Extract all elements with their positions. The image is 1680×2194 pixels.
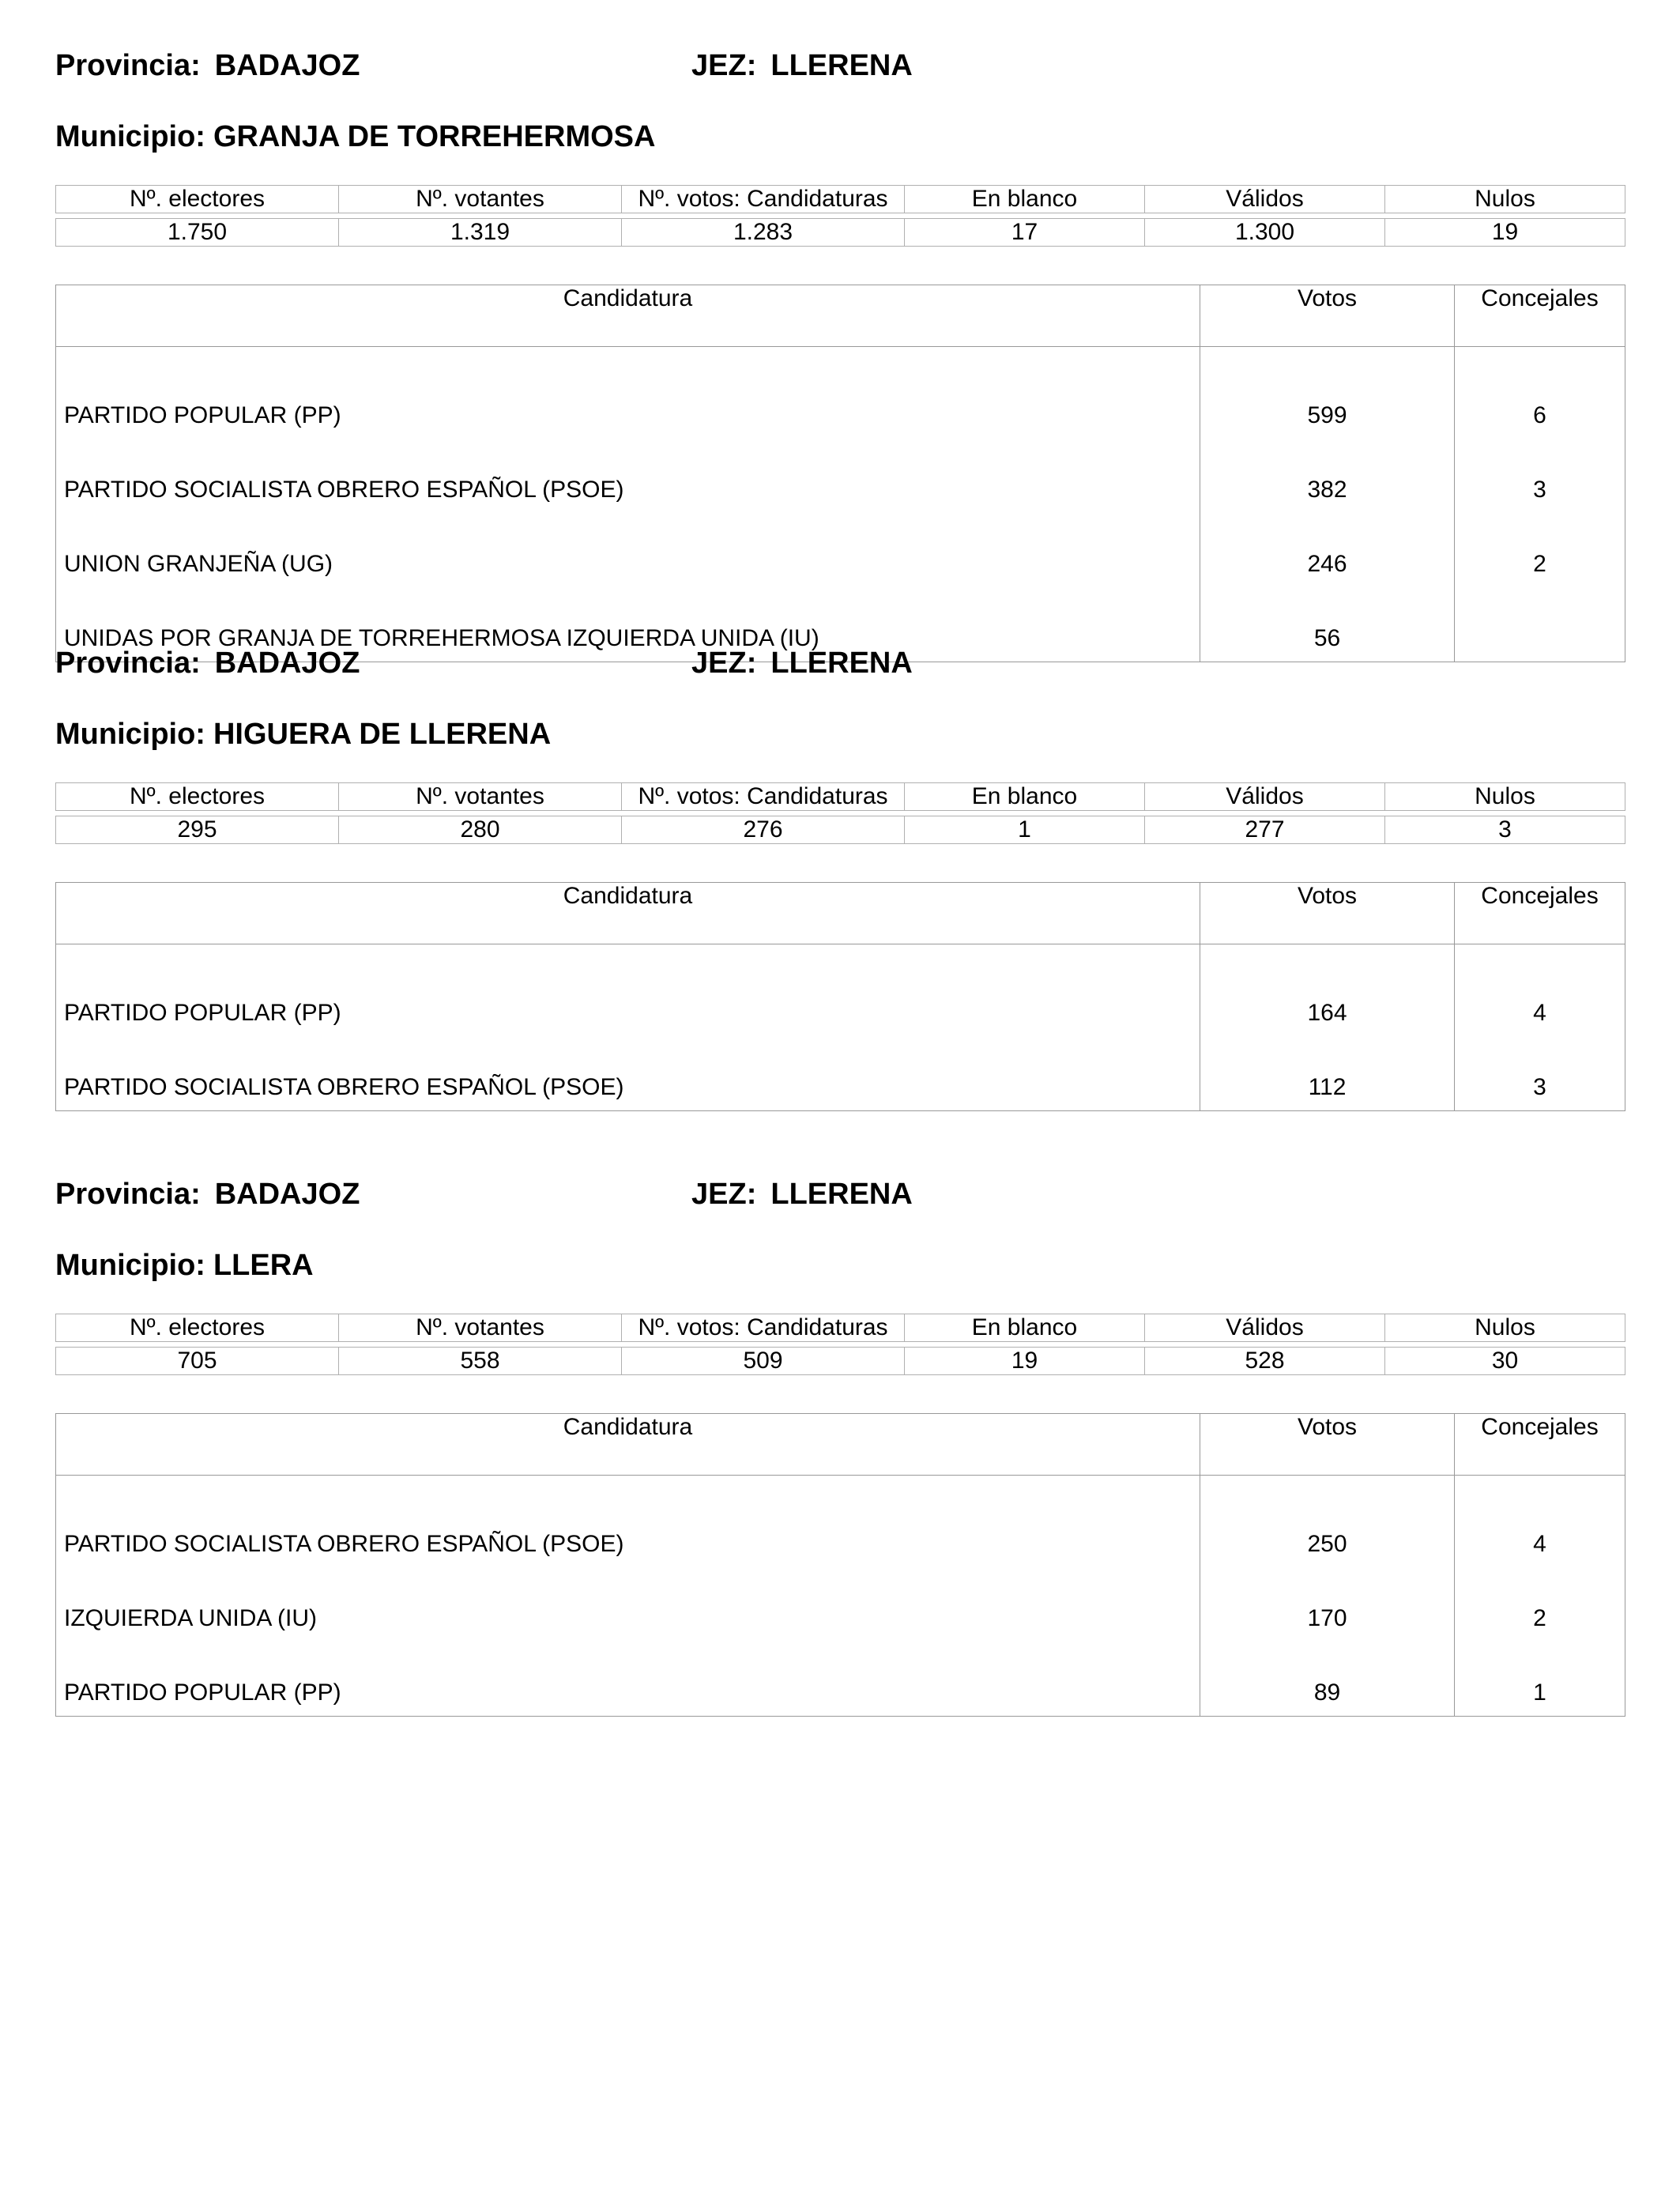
stats-header-nulos: Nulos: [1385, 783, 1625, 811]
stats-votantes: 558: [339, 1348, 622, 1375]
stats-votos-candidaturas: 509: [622, 1348, 905, 1375]
stats-header-en-blanco: En blanco: [905, 1314, 1145, 1342]
stats-header-votantes: Nº. votantes: [339, 1314, 622, 1342]
stats-header-votos-candidaturas: Nº. votos: Candidaturas: [622, 783, 905, 811]
stats-en-blanco: 1: [905, 816, 1145, 844]
municipio-section-higuera: [55, 647, 1625, 1100]
table-row: [56, 1476, 1625, 1568]
stats-table: [55, 1314, 1625, 1375]
jez-label: JEZ: LLERENA: [691, 1178, 913, 1211]
table-row: [56, 1036, 1625, 1111]
header-votos: Votos: [1200, 285, 1455, 347]
stats-header-row: [56, 186, 1625, 213]
municipio-title: Municipio: HIGUERA DE LLERENA: [55, 718, 552, 751]
candidatura-votos: 250: [1200, 1476, 1455, 1568]
municipio-value: HIGUERA DE LLERENA: [213, 718, 552, 751]
municipio-title: Municipio: GRANJA DE TORREHERMOSA: [55, 120, 656, 153]
stats-electores: 295: [56, 816, 339, 844]
table-row: [56, 347, 1625, 439]
stats-en-blanco: 17: [905, 219, 1145, 247]
candidatura-concejales: 2: [1455, 1567, 1625, 1642]
provincia-value: BADAJOZ: [214, 1178, 360, 1211]
candidatura-votos: 382: [1200, 439, 1455, 513]
jez-label: JEZ: LLERENA: [691, 49, 913, 82]
jez-value: LLERENA: [770, 49, 913, 82]
stats-header-validos: Válidos: [1145, 1314, 1385, 1342]
header-candidatura: Candidatura: [56, 883, 1200, 944]
table-row: [56, 1567, 1625, 1642]
candidatura-votos: 170: [1200, 1567, 1455, 1642]
stats-votantes: 1.319: [339, 219, 622, 247]
candidatura-votos: 56: [1200, 587, 1455, 662]
candidaturas-header-row: [56, 883, 1625, 944]
stats-votos-candidaturas: 1.283: [622, 219, 905, 247]
municipio-section-granja: [55, 49, 1625, 651]
stats-votos-candidaturas: 276: [622, 816, 905, 844]
provincia-label: Provincia: BADAJOZ: [55, 647, 360, 680]
candidatura-name: PARTIDO POPULAR (PP): [56, 1642, 1200, 1717]
municipio-value: LLERA: [213, 1249, 314, 1282]
section-header: [55, 49, 1625, 96]
candidatura-name: PARTIDO POPULAR (PP): [56, 944, 1200, 1037]
candidatura-name: UNIDAS POR GRANJA DE TORREHERMOSA IZQUIERDA UNIDA (IU): [56, 587, 1200, 662]
stats-header-votantes: Nº. votantes: [339, 186, 622, 213]
candidatura-votos: 164: [1200, 944, 1455, 1037]
candidatura-name: PARTIDO SOCIALISTA OBRERO ESPAÑOL (PSOE): [56, 1036, 1200, 1111]
stats-value-row: [56, 816, 1625, 844]
stats-electores: 705: [56, 1348, 339, 1375]
header-concejales: Concejales: [1455, 285, 1625, 347]
candidatura-concejales: 2: [1455, 513, 1625, 587]
header-votos: Votos: [1200, 1414, 1455, 1476]
jez-label: JEZ: LLERENA: [691, 647, 913, 680]
candidatura-name: PARTIDO SOCIALISTA OBRERO ESPAÑOL (PSOE): [56, 439, 1200, 513]
stats-header-validos: Válidos: [1145, 783, 1385, 811]
stats-header-votos-candidaturas: Nº. votos: Candidaturas: [622, 1314, 905, 1342]
provincia-value: BADAJOZ: [214, 49, 360, 82]
candidatura-votos: 599: [1200, 347, 1455, 439]
stats-nulos: 30: [1385, 1348, 1625, 1375]
candidatura-concejales: 3: [1455, 1036, 1625, 1111]
candidatura-votos: 112: [1200, 1036, 1455, 1111]
table-row: [56, 944, 1625, 1037]
jez-value: LLERENA: [770, 647, 913, 680]
candidatura-concejales: 4: [1455, 1476, 1625, 1568]
stats-header-nulos: Nulos: [1385, 186, 1625, 213]
stats-header-votos-candidaturas: Nº. votos: Candidaturas: [622, 186, 905, 213]
candidatura-votos: 246: [1200, 513, 1455, 587]
stats-header-electores: Nº. electores: [56, 186, 339, 213]
stats-nulos: 19: [1385, 219, 1625, 247]
section-header: [55, 1178, 1625, 1225]
candidaturas-table: [55, 1413, 1625, 1717]
candidatura-concejales: 4: [1455, 944, 1625, 1037]
stats-value-row: [56, 219, 1625, 247]
header-candidatura: Candidatura: [56, 285, 1200, 347]
stats-table: [55, 185, 1625, 247]
candidaturas-table: [55, 285, 1625, 662]
stats-electores: 1.750: [56, 219, 339, 247]
candidatura-votos: 89: [1200, 1642, 1455, 1717]
candidatura-name: IZQUIERDA UNIDA (IU): [56, 1567, 1200, 1642]
stats-validos: 1.300: [1145, 219, 1385, 247]
stats-header-votantes: Nº. votantes: [339, 783, 622, 811]
municipio-value: GRANJA DE TORREHERMOSA: [213, 120, 656, 153]
provincia-value: BADAJOZ: [214, 647, 360, 680]
stats-nulos: 3: [1385, 816, 1625, 844]
stats-header-validos: Válidos: [1145, 186, 1385, 213]
municipio-title: Municipio: LLERA: [55, 1249, 314, 1282]
municipio-section-llera: [55, 1178, 1625, 1706]
stats-value-row: [56, 1348, 1625, 1375]
provincia-label: Provincia: BADAJOZ: [55, 1178, 360, 1211]
table-row: [56, 439, 1625, 513]
candidaturas-header-row: [56, 1414, 1625, 1476]
candidatura-concejales: 1: [1455, 1642, 1625, 1717]
jez-value: LLERENA: [770, 1178, 913, 1211]
stats-header-en-blanco: En blanco: [905, 186, 1145, 213]
table-row: [56, 513, 1625, 587]
candidaturas-header-row: [56, 285, 1625, 347]
header-concejales: Concejales: [1455, 883, 1625, 944]
stats-header-row: [56, 783, 1625, 811]
header-votos: Votos: [1200, 883, 1455, 944]
stats-validos: 528: [1145, 1348, 1385, 1375]
candidatura-concejales: 6: [1455, 347, 1625, 439]
section-header: [55, 647, 1625, 694]
stats-validos: 277: [1145, 816, 1385, 844]
provincia-label: Provincia: BADAJOZ: [55, 49, 360, 82]
header-concejales: Concejales: [1455, 1414, 1625, 1476]
stats-header-electores: Nº. electores: [56, 1314, 339, 1342]
stats-votantes: 280: [339, 816, 622, 844]
candidatura-name: UNION GRANJEÑA (UG): [56, 513, 1200, 587]
candidatura-concejales: 3: [1455, 439, 1625, 513]
stats-table: [55, 782, 1625, 844]
stats-header-row: [56, 1314, 1625, 1342]
candidatura-name: PARTIDO SOCIALISTA OBRERO ESPAÑOL (PSOE): [56, 1476, 1200, 1568]
stats-header-nulos: Nulos: [1385, 1314, 1625, 1342]
stats-en-blanco: 19: [905, 1348, 1145, 1375]
stats-header-electores: Nº. electores: [56, 783, 339, 811]
stats-header-en-blanco: En blanco: [905, 783, 1145, 811]
candidaturas-table: [55, 882, 1625, 1111]
table-row: [56, 1642, 1625, 1717]
candidatura-name: PARTIDO POPULAR (PP): [56, 347, 1200, 439]
header-candidatura: Candidatura: [56, 1414, 1200, 1476]
